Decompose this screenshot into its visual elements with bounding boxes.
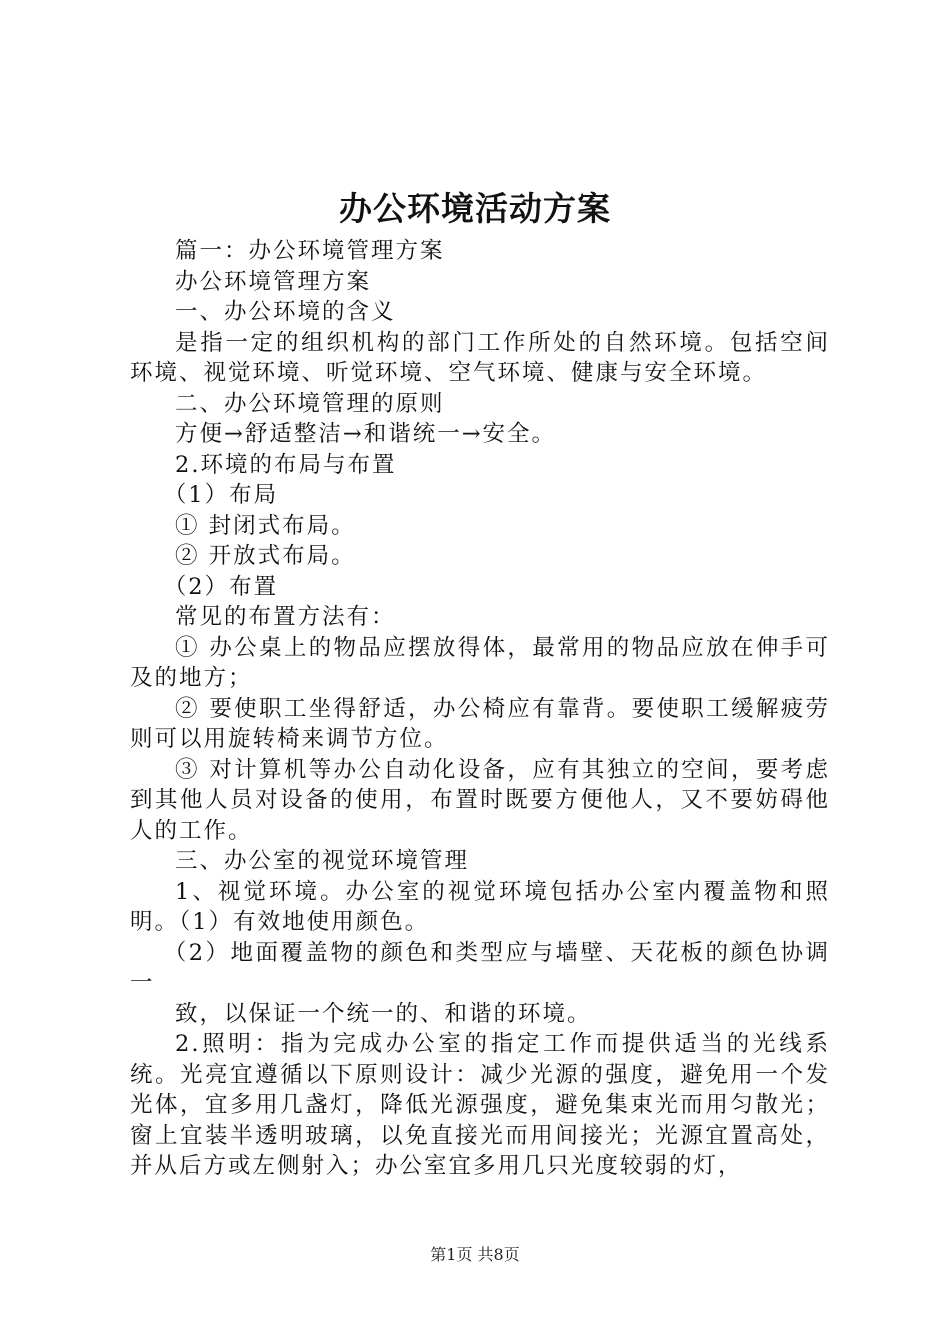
paragraph: ① 办公桌上的物品应摆放得体，最常用的物品应放在伸手可及的地方； [130,634,830,691]
page-footer: 第1页 共8页 [430,1245,520,1264]
paragraph: ② 开放式布局。 [175,543,356,569]
paragraph: 1、视觉环境。办公室的视觉环境包括办公室内覆盖物和照明。（1）有效地使用颜色。 [130,878,830,935]
document-body [130,236,830,1182]
paragraph: 2.照明：指为完成办公室的指定工作而提供适当的光线系统。光亮宜遵循以下原则设计：减少光源的强度，避免用一个发光体，宜多用几盏灯，降低光源强度，避免集束光而用匀散光；窗上宜装半透明玻璃，以免直接光而用间接光；光源宜置高处，并从后方或左侧射入；办公室宜多用几只光度较弱的灯， [130,1031,830,1179]
paragraph: 一、办公环境的含义 [175,299,396,325]
paragraph: 篇一：办公环境管理方案 [175,238,445,264]
paragraph: 2.环境的布局与布置 [175,451,397,478]
paragraph: （2）地面覆盖物的颜色和类型应与墙壁、天花板的颜色协调一 [130,939,830,996]
paragraph: 致，以保证一个统一的、和谐的环境。 [175,1000,592,1027]
paragraph: 是指一定的组织机构的部门工作所处的自然环境。包括空间环境、视觉环境、听觉环境、空气环境、健康与安全环境。 [130,329,830,386]
paragraph: ② 要使职工坐得舒适，办公椅应有靠背。要使职工缓解疲劳则可以用旋转椅来调节方位。 [130,695,830,752]
paragraph: 二、办公环境管理的原则 [175,390,445,417]
paragraph: 方便→舒适整洁→和谐统一→安全。 [175,421,557,447]
paragraph: ① 封闭式布局。 [175,512,356,539]
paragraph: （2）布置 [163,573,279,600]
paragraph: 常见的布置方法有： [175,604,396,630]
document-title: 办公环境活动方案 [339,189,611,228]
paragraph: 三、办公室的视觉环境管理 [175,848,470,874]
paragraph: ③ 对计算机等办公自动化设备，应有其独立的空间，要考虑到其他人员对设备的使用，布置时既要方便他人，又不要妨碍他人的工作。 [130,756,830,844]
paragraph: （1）布局 [163,482,279,508]
paragraph: 办公环境管理方案 [175,268,372,295]
